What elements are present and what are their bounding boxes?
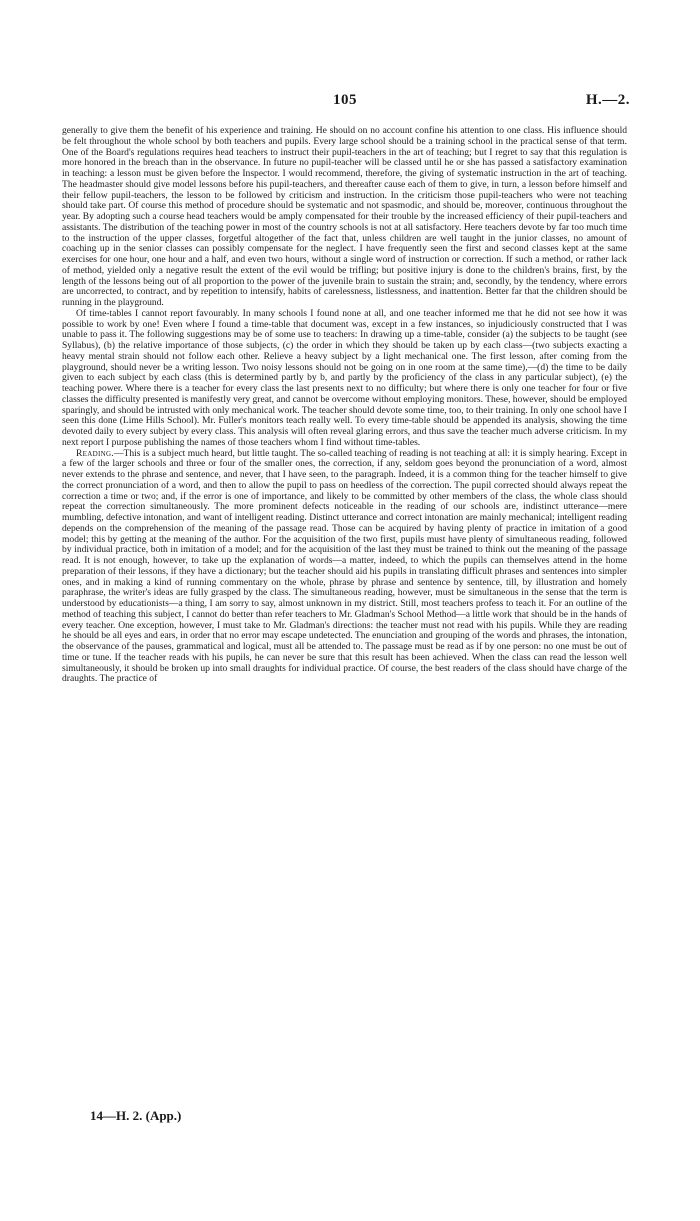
paragraph-text: Of time-tables I cannot report favourably. In many schools I found none at all, and one teacher informed me that he did not see how it was possible to work by one! Even where I found a time-table that document was, except in a few instances, so injudiciously constructed that I was unable to pass it. The following suggestions may be of some use to teachers: In drawing up a time-table, consider (a) the subjects to be taught (see Syllabus), (b) the relative importance of those subjects, (c) the order in which they should be taken up by each class—(two subjects exacting a heavy mental strain should not follow each other. Relieve a heavy subject by a light mechanical one. The first lesson, after coming from the playground, should never be a writing lesson. Two noisy lessons should not be going on in one room at the same time),—(d) the time to be daily given to each subject by each class (this is determined partly by b, and partly by the proficiency of the class in any particular subject), (e) the teaching power. Where there is a teacher for every class the last presents next to no difficulty; but where there is only one teacher for four or five classes the difficulty presented is manifestly very great, and cannot be overcome without employing monitors. These, however, should be employed sparingly, and should be intrusted with only mechanical work. The teacher should devote some time, too, to their training. In only one school have I seen this done (Lime Hills School). Mr. Fuller's monitors teach really well. To every time-table should be appended its analysis, showing the time devoted daily to every subject by every class. This analysis will often reveal glaring errors, and thus save the teacher much adverse criticism. In my next report I purpose publishing the names of those teachers whom I find without time-tables. (62, 307, 627, 448)
paragraph-reading (62, 449, 627, 686)
document-reference: H.—2. (585, 92, 630, 108)
body-text (62, 126, 627, 685)
paragraph-time-tables (62, 309, 627, 449)
paragraph-text: —This is a subject much heard, but little taught. The so-called teaching of reading is not teaching at all: it is simply hearing. Except in a few of the larger schools and three or four of the smaller ones, the correction, if any, seldom goes beyond the pronunciation of a word, almost never extends to the phrase and sentence, and never, that I have seen, to the paragraph. Indeed, it is a common thing for the teacher himself to give the correct pronunciation of a word, and then to allow the pupil to pass on heedless of the correction. The pupil corrected should always repeat the correction a time or two; and, if the error is one of importance, and likely to be committed by other members of the class, the whole class should repeat the correction simultaneously. The more prominent defects noticeable in the reading of our schools are, indistinct utterance—mere mumbling, defective intonation, and want of intelligent reading. Distinct utterance and correct intonation are mainly mechanical; intelligent reading depends on the comprehension of the meaning of the passage read. Those can be acquired by having plenty of practice in imitation of a good model; this by getting at the meaning of the author. For the acquisition of the two first, pupils must have plenty of simultaneous reading, followed by individual practice, both in imitation of a model; and for the acquisition of the last they must be trained to think out the meaning of the passage read. It is not enough, however, to take up the explanation of words—a matter, indeed, to which the pupils can themselves attend in the home preparation of their lessons, if they have a dictionary; but the teacher should aid his pupils in translating difficult phrases and sentences into simpler ones, and in making a kind of running commentary on the whole, phrase by phrase and sentence by sentence, till, by illustration and homely paraphrase, the writer's ideas are fully grasped by the class. The simultaneous reading, however, must be simultaneous in the sense that the term is understood by educationists—a thing, I am sorry to say, almost unknown in my district. Still, most teachers profess to teach it. For an outline of the method of teaching this subject, I cannot do better than refer teachers to Mr. Gladman's School Method—a little work that should be in the hands of every teacher. One exception, however, I must take to Mr. Gladman's directions: the teacher must not read with his pupils. While they are reading he should be all eyes and ears, in order that no error may escape undetected. The enunciation and grouping of the words and phrases, the intonation, the observance of the pauses, grammatical and logical, must all be attended to. The passage must be read as if by one person: no one must be out of time or tune. If the teacher reads with his pupils, he can never be sure that this result has been achieved. When the class can read the lesson well simultaneously, it should be broken up into small draughts for individual practice. Of course, the best readers of the class should have charge of the draughts. The practice of (62, 447, 627, 685)
paragraph-teacher-training (62, 126, 627, 309)
paragraph-text: generally to give them the benefit of his experience and training. He should on no account confine his attention to one class. His influence should be felt throughout the whole school by both teachers and pupils. Every large school should be a training school in the practical sense of that term. One of the Board's regulations requires head teachers to instruct their pupil-teachers in the art of teaching; but I regret to say that this regulation is more honored in the breach than in the observance. In future no pupil-teacher will be classed until he or she has passed a satisfactory examination in teaching: a lesson must be given before the Inspector. I would recommend, therefore, the giving of systematic instruction in the art of teaching. The headmaster should give model lessons before his pupil-teachers, and thereafter cause each of them to give, in turn, a lesson before himself and their fellow pupil-teachers, the lesson to be followed by criticism and instruction. In the criticism those pupil-teachers who were not teaching should take part. Of course this method of procedure should be systematic and not spasmodic, and should be, moreover, continuous throughout the year. By adopting such a course head teachers would be amply compensated for their trouble by the increased efficiency of their pupil-teachers and assistants. The distribution of the teaching power in most of the country schools is not at all satisfactory. Here teachers devote by far too much time to the instruction of the upper classes, forgetful altogether of the fact that, unless children are well taught in the junior classes, no amount of coaching up in the senior classes can possibly compensate for the neglect. I have frequently seen the first and second classes kept at the same exercises for one hour, one hour and a half, and even two hours, without a single word of instruction or correction. If such a method, or rather lack of method, yielded only a negative result the extent of the evil would be trifling; but positive injury is done to the children's brains, first, by the length of the lessons being out of all proportion to the power of the juvenile brain to sustain the strain; and, secondly, by the tendency, where errors are uncorrected, to contract, and by repetition to intensify, habits of carelessness, listlessness, and inattention. Better far that the children should be running in the playground. (62, 125, 627, 308)
page-header (60, 92, 630, 112)
page-number: 105 (333, 92, 357, 108)
footer-signature: 14—H. 2. (App.) (90, 1108, 182, 1123)
section-heading-reading: Reading. (76, 447, 114, 459)
